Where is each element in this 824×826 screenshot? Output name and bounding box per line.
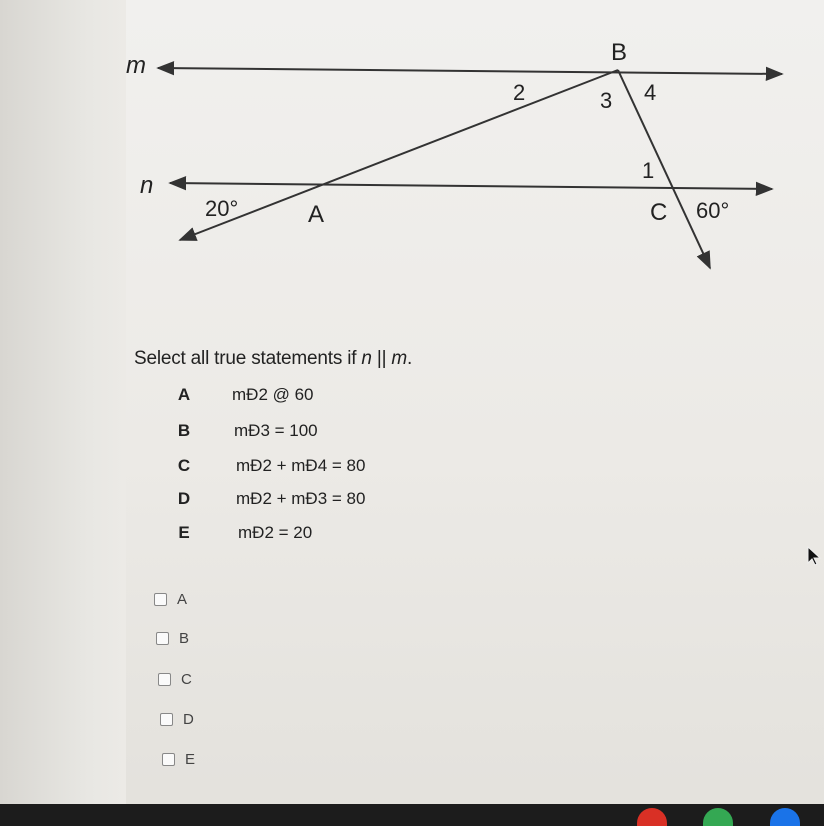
prompt-period: . — [407, 348, 413, 369]
label-angle-20: 20° — [205, 196, 239, 221]
choice-E[interactable] — [162, 751, 195, 768]
statement-expression: mÐ2 + mÐ3 = 80 — [236, 489, 366, 508]
label-n: n — [140, 172, 154, 199]
label-m: m — [126, 52, 146, 79]
prompt-line-n: n — [361, 348, 372, 369]
label-angle-1: 1 — [642, 158, 655, 183]
label-B: B — [611, 39, 628, 66]
statement-letter: B — [177, 421, 191, 440]
statement-expression: mÐ3 = 100 — [234, 421, 318, 440]
choice-B[interactable] — [156, 630, 189, 647]
choice-label: B — [179, 630, 190, 647]
label-angle-2: 2 — [513, 80, 526, 105]
choice-label: E — [185, 751, 196, 768]
choice-D[interactable] — [160, 711, 194, 728]
choice-label: A — [177, 591, 188, 608]
prompt-text: Select all true statements if — [134, 348, 362, 369]
statement-letter: D — [177, 489, 191, 508]
line-n — [170, 183, 772, 189]
checkbox[interactable] — [162, 753, 175, 766]
question-prompt — [134, 348, 412, 370]
transversal-BC — [618, 70, 710, 268]
choice-C[interactable] — [158, 671, 192, 688]
choice-label: C — [181, 671, 192, 688]
statement-expression: mÐ2 + mÐ4 = 80 — [236, 456, 366, 475]
statement-letter: A — [177, 385, 191, 404]
statement-row — [170, 421, 470, 451]
prompt-line-m: m — [391, 348, 408, 369]
statement-expression: mÐ2 @ 60 — [232, 385, 314, 404]
statement-letter: E — [178, 523, 190, 542]
label-angle-3: 3 — [600, 88, 613, 113]
label-angle-4: 4 — [644, 80, 657, 105]
taskbar — [0, 804, 824, 826]
choice-label: D — [183, 711, 194, 728]
checkbox[interactable] — [158, 673, 171, 686]
transversal-AB — [180, 70, 618, 240]
label-A: A — [308, 201, 325, 228]
line-m — [158, 68, 782, 74]
statement-row — [170, 489, 470, 519]
choice-A[interactable] — [154, 591, 187, 608]
statement-row — [170, 385, 470, 415]
prompt-parallel: || — [371, 348, 392, 369]
statement-letter: C — [177, 456, 191, 475]
statement-row — [170, 456, 470, 486]
checkbox[interactable] — [156, 632, 169, 645]
checkbox[interactable] — [160, 713, 173, 726]
statement-expression: mÐ2 = 20 — [238, 523, 313, 542]
checkbox[interactable] — [154, 593, 167, 606]
label-angle-60: 60° — [696, 198, 730, 223]
mouse-cursor-icon — [806, 545, 822, 567]
statement-row — [170, 523, 470, 553]
label-C: C — [650, 199, 668, 226]
geometry-diagram — [0, 0, 824, 300]
